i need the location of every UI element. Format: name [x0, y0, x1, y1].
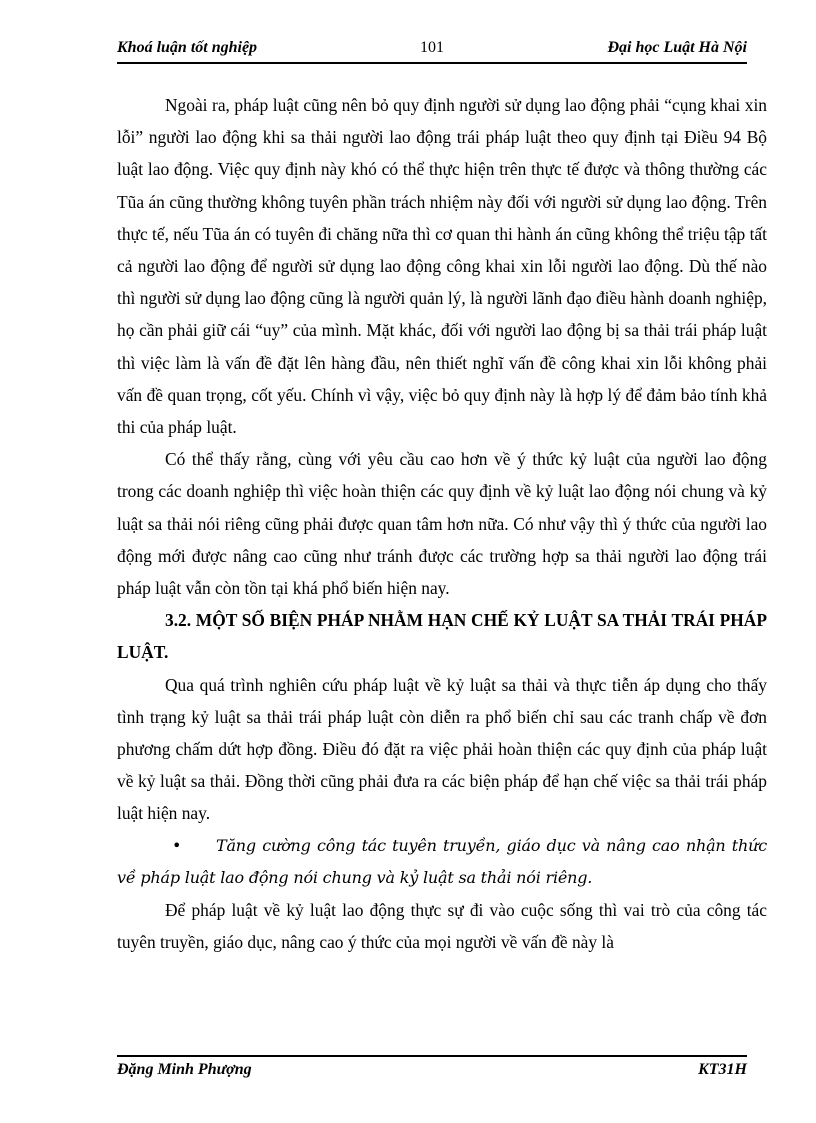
paragraph-public-apology: Ngoài ra, pháp luật cũng nên bỏ quy định người sử dụng lao động phải “cụng khai xin lỗi” người lao động khi sa thải người lao động trái pháp luật theo quy định tại Điều 94 Bộ luật lao động. Việc quy định này khó có thể thực hiện trên thực tế được và thông thường các Tũa án cũng thường không tuyên phần trách nhiệm này đối với người sử dụng lao động. Trên thực tế, nếu Tũa án có tuyên đi chăng nữa thì cơ quan thi hành án cũng không thể triệu tập tất cả người lao động để người sử dụng lao động công khai xin lỗi người lao động. Dù thế nào thì người sử dụng lao động cũng là người quản lý, là người lãnh đạo điều hành doanh nghiệp, họ cần phải giữ cái “uy” của mình. Mặt khác, đối với người lao động bị sa thải trái pháp luật thì việc làm là vấn đề đặt lên hàng đầu, nên thiết nghĩ vấn đề công khai xin lỗi không phải vấn đề quan trọng, cốt yếu. Chính vì vậy, việc bỏ quy định này là hợp lý để đảm bảo tính khả thi của pháp luật. — [117, 95, 767, 438]
paragraph-discipline-awareness: Có thể thấy rằng, cùng với yêu cầu cao hơn về ý thức kỷ luật của người lao động trong các doanh nghiệp thì việc hoàn thiện các quy định về kỷ luật lao động nói chung và kỷ luật sa thải nói riêng cũng phải được quan tâm hơn nữa. Có như vậy thì ý thức của người lao động mới được nâng cao cũng như tránh được các trường hợp sa thải người lao động trái pháp luật vẫn còn tồn tại khá phổ biến hiện nay. — [117, 449, 767, 599]
page-number: 101 — [420, 39, 444, 56]
footer-class-code: KT31H — [698, 1061, 747, 1078]
page-footer — [117, 1055, 747, 1085]
page-body — [117, 89, 767, 958]
footer-author: Đặng Minh Phượng — [117, 1061, 252, 1078]
bullet-item-propaganda — [117, 830, 767, 894]
page-header — [117, 36, 747, 64]
paragraph-role-of-education: Để pháp luật về kỷ luật lao động thực sự đi vào cuộc sống thì vai trò của công tác tuyên truyền, giáo dục, nâng cao ý thức của mọi người về vấn đề này là — [117, 900, 767, 953]
section-heading-3-2: 3.2. MỘT SỐ BIỆN PHÁP NHẰM HẠN CHẾ KỶ LUẬT SA THẢI TRÁI PHÁP LUẬT. — [117, 610, 767, 663]
header-university: Đại học Luật Hà Nội — [607, 39, 747, 56]
bullet-icon: • — [172, 835, 182, 855]
bullet-text: Tăng cường công tác tuyên truyền, giáo dục và nâng cao nhận thức về pháp luật lao động nói chung và kỷ luật sa thải nói riêng. — [117, 835, 767, 887]
header-thesis-title: Khoá luận tốt nghiệp — [117, 39, 258, 56]
paragraph-research-findings: Qua quá trình nghiên cứu pháp luật về kỷ luật sa thải và thực tiễn áp dụng cho thấy tình trạng kỷ luật sa thải trái pháp luật còn diễn ra phổ biến chỉ sau các tranh chấp về đơn phương chấm dứt hợp đồng. Điều đó đặt ra việc phải hoàn thiện các quy định của pháp luật về kỷ luật sa thải. Đồng thời cũng phải đưa ra các biện pháp để hạn chế việc sa thải trái pháp luật hiện nay. — [117, 674, 767, 824]
